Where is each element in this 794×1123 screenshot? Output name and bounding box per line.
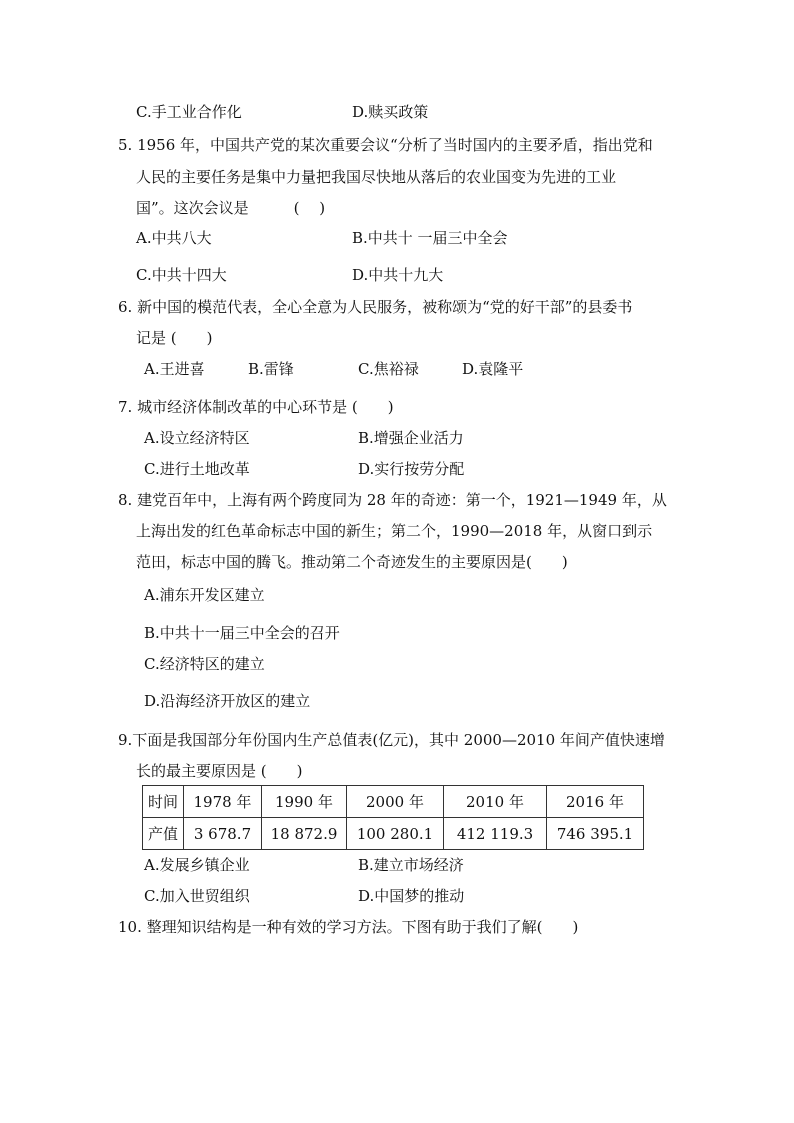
q9-stem-line-2: 长的最主要原因是 ( )	[136, 762, 303, 780]
table-cell: 3 678.7	[184, 818, 262, 850]
q8-stem-line-2: 上海出发的红色革命标志中国的新生；第二个，1990—2018 年，从窗口到示	[136, 522, 653, 540]
q6-stem-line-2: 记是 ( )	[136, 329, 213, 347]
q6-option-b: B.雷锋	[248, 360, 294, 378]
q8-option-a: A.浦东开发区建立	[144, 586, 265, 604]
q5-option-c: C.中共十四大	[136, 266, 227, 284]
table-cell: 2010 年	[444, 786, 547, 818]
q6-option-d: D.袁隆平	[462, 360, 524, 378]
q4-option-c: C.手工业合作化	[136, 103, 242, 121]
q5-option-d: D.中共十九大	[352, 266, 444, 284]
q8-stem-line-3: 范田，标志中国的腾飞。推动第二个奇迹发生的主要原因是( )	[136, 553, 568, 571]
q8-option-b: B.中共十一届三中全会的召开	[144, 624, 340, 642]
q5-stem-line-3: 国”。这次会议是 ( )	[136, 199, 326, 217]
q10-stem: 10. 整理知识结构是一种有效的学习方法。下图有助于我们了解( )	[118, 918, 579, 936]
table-cell: 时间	[143, 786, 184, 818]
q9-option-c: C.加入世贸组织	[144, 887, 250, 905]
q6-option-c: C.焦裕禄	[358, 360, 419, 378]
q7-option-c: C.进行土地改革	[144, 460, 250, 478]
q5-option-b: B.中共十 一届三中全会	[352, 229, 508, 247]
q6-option-a: A.王进喜	[144, 360, 205, 378]
q7-option-b: B.增强企业活力	[358, 429, 464, 447]
table-cell: 2000 年	[347, 786, 444, 818]
q9-option-a: A.发展乡镇企业	[144, 856, 250, 874]
table-header-row	[143, 786, 644, 818]
q5-option-a: A.中共八大	[136, 229, 212, 247]
table-cell: 产值	[143, 818, 184, 850]
table-cell: 18 872.9	[262, 818, 347, 850]
q4-option-d: D.赎买政策	[352, 103, 429, 121]
q7-stem: 7. 城市经济体制改革的中心环节是 ( )	[118, 398, 394, 416]
table-cell: 1990 年	[262, 786, 347, 818]
table-cell: 1978 年	[184, 786, 262, 818]
q6-stem-line-1: 6. 新中国的模范代表，全心全意为人民服务，被称颂为“党的好干部”的县委书	[118, 298, 633, 316]
q7-option-d: D.实行按劳分配	[358, 460, 465, 478]
q8-option-d: D.沿海经济开放区的建立	[144, 692, 311, 710]
q5-stem-line-2: 人民的主要任务是集中力量把我国尽快地从落后的农业国变为先进的工业	[136, 168, 617, 186]
q8-stem-line-1: 8. 建党百年中，上海有两个跨度同为 28 年的奇迹：第一个，1921—1949 年，从	[118, 491, 667, 509]
table-cell: 412 119.3	[444, 818, 547, 850]
q7-option-a: A.设立经济特区	[144, 429, 250, 447]
table-cell: 2016 年	[547, 786, 644, 818]
q8-option-c: C.经济特区的建立	[144, 655, 265, 673]
q9-option-b: B.建立市场经济	[358, 856, 464, 874]
q9-stem-line-1: 9.下面是我国部分年份国内生产总值表(亿元)，其中 2000—2010 年间产值快速增	[118, 731, 665, 749]
gdp-table	[142, 785, 644, 850]
q9-option-d: D.中国梦的推动	[358, 887, 465, 905]
q5-stem-line-1: 5. 1956 年，中国共产党的某次重要会议“分析了当时国内的主要矛盾，指出党和	[118, 136, 653, 154]
table-cell: 746 395.1	[547, 818, 644, 850]
table-row	[143, 818, 644, 850]
table-cell: 100 280.1	[347, 818, 444, 850]
